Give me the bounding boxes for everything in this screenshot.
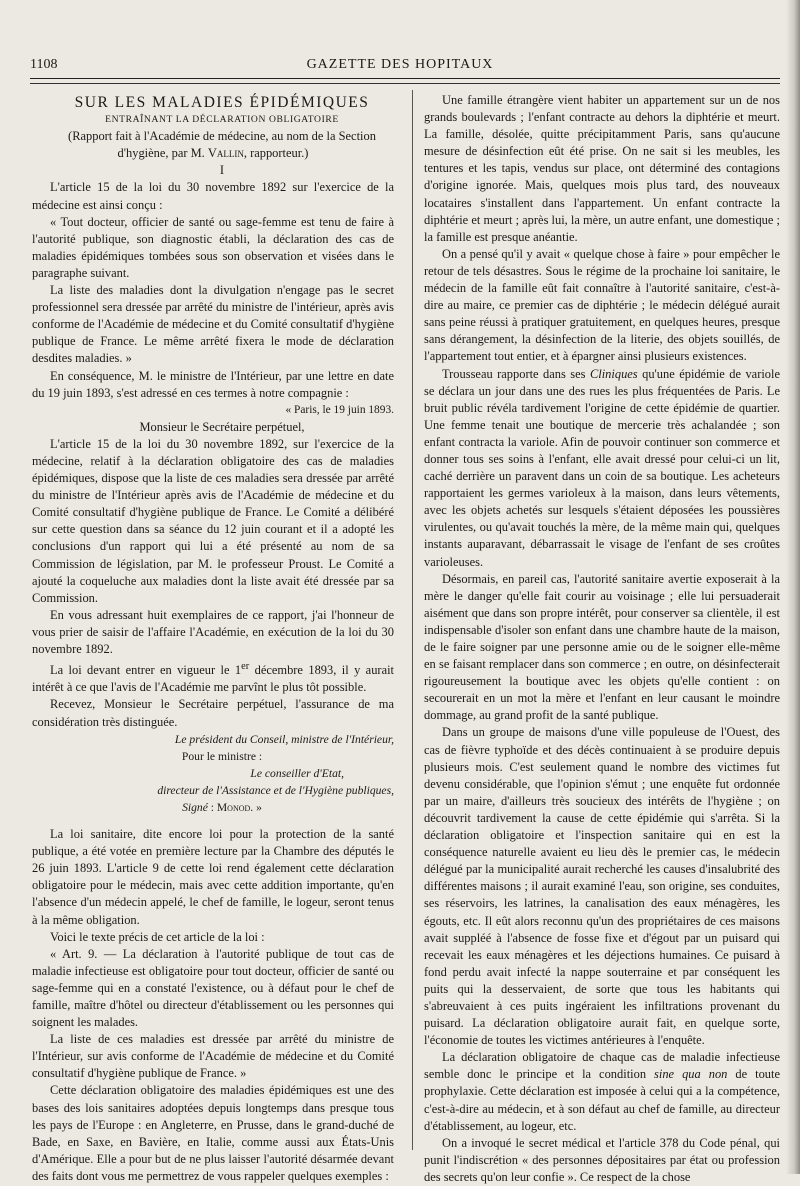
letter-salutation: Monsieur le Secrétaire perpétuel,	[139, 419, 305, 434]
signature-name: : Monod. »	[207, 800, 262, 814]
latin-phrase: sine qua non	[654, 1067, 728, 1082]
paragraph	[32, 658, 394, 696]
paragraph: En vous adressant huit exemplaires de ce rapport, j'ai l'honneur de vous prier de saisir de l'affaire l'Académie, en exécution de la loi du 30 novembre 1892.	[32, 607, 394, 656]
paragraph: La liste de ces maladies est dressée par arrêté du ministre de l'Intérieur, sur avis conforme de l'Académie de médecine et du Comité consultatif d'hygiène publique de France. »	[32, 1032, 394, 1081]
paragraph: « Art. 9. — La déclaration à l'autorité publique de tout cas de maladie infectieuse est obligatoire pour tout docteur, officier de santé ou sage-femme qui en a constaté l'existence, ou à défaut pour le chef de famille, maître d'hôtel ou directeur d'établissement ou les personnes qui soignent les malades.	[32, 946, 394, 1030]
signature-line: Le conseiller d'Etat,	[250, 766, 344, 780]
paragraph-text: décembre 1893, il y aurait intérêt à ce que l'avis de l'Académie me parvînt le plus tôt possible.	[32, 663, 394, 695]
signature-line: directeur de l'Assistance et de l'Hygiène publiques,	[157, 783, 394, 797]
section-number: I	[219, 163, 225, 178]
header-rule-thick	[30, 78, 780, 79]
header-rule-thin	[30, 83, 780, 84]
paragraph: Désormais, en pareil cas, l'autorité sanitaire avertie exposerait à la mère le danger qu'elle fait courir au voisinage ; elle lui persuaderait aisément que dans son propre intérêt, pour conserver sa clientèle, il est indispensable d'isoler son enfant dans une chambre haute de la maison, de le faire soigner par une personne amie ou de le soigner elle-même en se faisant remplacer dans son commerce ; en outre, on désinfecterait rigoureusement la boutique avec les objets qu'elle contient : on secourerait en un mot la mère et l'enfant en leur causant le moindre dommage, au grand profit de la santé publique.	[424, 571, 780, 723]
paragraph: On a pensé qu'il y avait « quelque chose à faire » pour empêcher le retour de tels désastres. Sous le régime de la prochaine loi sanitaire, le médecin de la famille eût fait connaître à l'autorité sanitaire, c'est-à-dire au maire, ce premier cas de diphtérie ; le médecin délégué aurait sans peine réussi à pratiquer gratuitement, en quelques heures, presque sans dérangement, la désinfection de la literie, des objets souillés, de l'appartement tout entier, et à épargner ainsi plusieurs existences.	[424, 246, 780, 364]
left-column	[32, 94, 394, 1185]
paragraph: Recevez, Monsieur le Secrétaire perpétuel, l'assurance de ma considération très distinguée.	[32, 697, 394, 729]
paragraph: Dans un groupe de maisons d'une ville populeuse de l'Ouest, des cas de fièvre typhoïde et des décès continuaient à se produire depuis plusieurs mois. C'est seulement quand le nombre des victimes fut devenu considérable, que l'opinion s'émut ; une enquête fut ordonnée par un maire, d'ailleurs très soucieux des intérêts de l'hygiène ; on découvrit tardivement la cause de cette épidémie qui s'arrêta. Si la déclaration obligatoire et l'inspection sanitaire qui en est la conséquence naturelle avaient eu lieu dès le premier cas, le médecin délégué par la municipalité aurait recherché les causes d'insalubrité des différentes maisons ; il aurait examiné l'eau, son origine, ses conduites, ses réservoirs, les latrines, la canalisation des eaux ménagères, les égouts, etc. Il eût alors reconnu qu'un des propriétaires de ces maisons avait suppléé à l'absence de fosse fixe et d'égout par un puisard qui recevait les eaux ménagères et les déjections humaines. Ce puisard à fond perdu avait infecté la nappe souterraine et par conséquent les puits qui la desservaient, de sorte que tous les habitants qui s'abreuvaient à ces puits ingéraient les infiltrations provenant du puisard. La déclaration obligatoire aurait fait, en quelque sorte, l'économie de toutes les victimes antérieures à l'enquête.	[424, 725, 780, 1048]
paragraph: On a invoqué le secret médical et l'article 378 du Code pénal, qui punit l'indiscrétion « des personnes dépositaires par état ou profession des secrets qu'on leur confie ». Ce respect de la chose	[424, 1135, 780, 1184]
superscript: er	[241, 661, 250, 673]
rapport-line-1: (Rapport fait à l'Académie de médecine, au nom de la Section	[68, 129, 376, 144]
signature-label: Signé	[182, 800, 208, 814]
page-header	[22, 57, 778, 77]
article-title: SUR LES MALADIES ÉPIDÉMIQUES	[74, 94, 370, 111]
paragraph-text: de toute prophylaxie. Cette déclaration est imposée à celui qui a la compétence, c'est-à-dire au médecin, et à son défaut au chef de famille, au directeur d'établissement, au logeur, etc.	[424, 1067, 780, 1133]
signature-line	[32, 799, 394, 816]
paragraph-text: La loi devant entrer en vigueur le 1	[50, 663, 242, 678]
article-subtitle: ENTRAÎNANT LA DÉCLARATION OBLIGATOIRE	[105, 114, 339, 126]
paragraph-text: La déclaration obligatoire de chaque cas de maladie infectieuse semble donc le principe et la condition	[424, 1050, 780, 1082]
letter-date: « Paris, le 19 juin 1893.	[285, 403, 394, 416]
column-divider	[412, 90, 413, 1150]
paragraph: L'article 15 de la loi du 30 novembre 1892 sur l'exercice de la médecine est ainsi conçu :	[32, 180, 394, 212]
paragraph	[424, 1049, 780, 1134]
paragraph: Voici le texte précis de cet article de la loi :	[50, 929, 265, 944]
paragraph: Une famille étrangère vient habiter un appartement sur un de nos grands boulevards ; l'enfant contracte au dehors la diphtérie et meurt. La famille, désolée, quitte précipitamment Paris, sans qu'aucune mesure de désinfection eût été prise. On ne sait si les meubles, les tentures et les tapis, vendus sur place, ont déterminé des contagions d'origine ignorée. Mais, quelques mois plus tard, des nouveaux locataires s'installent dans l'appartement. Un enfant contracte la diphtérie et meurt ; après lui, la mère, un autre enfant, une domestique ; la famille est presque anéantie.	[424, 93, 780, 244]
paragraph: En conséquence, M. le ministre de l'Intérieur, par une lettre en date du 19 juin 1893, s'est adressé en ces termes à notre compagnie :	[32, 368, 394, 400]
paragraph: La liste des maladies dont la divulgation n'engage pas le secret professionnel sera dressée par arrêté du ministre de l'intérieur, après avis conforme de l'Académie de médecine et du Comité consultatif d'hygiène publique de France. Le même arrêté fixera le mode de déclaration desdites maladies. »	[32, 283, 394, 366]
book-title: Cliniques	[589, 366, 638, 381]
paragraph-text: Trousseau rapporte dans ses	[442, 366, 590, 381]
rapport-line-2-pre: d'hygiène, par M.	[117, 146, 208, 161]
right-column	[424, 92, 780, 1186]
running-title: GAZETTE DES HOPITAUX	[306, 57, 494, 72]
rapport-author: Vallin	[207, 146, 244, 161]
paragraph-text: qu'une épidémie de variole se déclara un jour dans une des rues les plus fréquentées de Paris. Le bruit public révéla tardivement l'origine de cette épidémie de quartier. Une femme tenait une boutique de mercerie très achalandée ; son enfant contracta la variole. Afin de pouvoir continuer son commerce et donner tous ses soins à l'enfant, elle avait dressé pour celui-ci un lit, caché derrière un paravent dans un coin de sa boutique. Les acheteurs rapportaient les germes varioleux à la maison, dans leurs vêtements, avec les objets achetés sur lesquels s'étaient déposées les poussières virulentes, ou qu'avait touchés la mère, de la même main qui, quelques instants auparavant, débarrassait le visage de l'enfant de ses croûtes varioleuses.	[424, 366, 780, 569]
rapport-note	[32, 128, 394, 162]
paragraph	[424, 366, 780, 571]
signature-line: Le président du Conseil, ministre de l'Intérieur,	[174, 732, 394, 746]
paragraph: Cette déclaration obligatoire des maladies épidémiques est une des bases des lois sanitaires adoptées depuis longtemps dans presque tous les pays de l'Europe : en Angleterre, en Prusse, dans le grand-duché de Bade, en Saxe, en Bavière, en Italie, comme aussi aux États-Unis d'Amérique. Elle a pour but de ne plus laisser l'autorité désarmée devant des faits dont vous me permettrez de vous rappeler quelques exemples :	[32, 1083, 394, 1183]
paragraph: La loi sanitaire, dite encore loi pour la protection de la santé publique, a été votée en première lecture par la Chambre des députés le 26 juin 1893. L'article 9 de cette loi rend également cette déclaration obligatoire pour le médecin, mais avec cette addition importante, qu'en l'absence d'un médecin appelé, le chef de famille, le logeur, seront tenus à la même obligation.	[32, 827, 394, 927]
page-number: 1108	[30, 57, 58, 72]
signature-line: Pour le ministre :	[181, 749, 263, 763]
page-edge-shadow	[786, 0, 800, 1174]
paragraph: L'article 15 de la loi du 30 novembre 1892, sur l'exercice de la médecine, relatif à la déclaration obligatoire des cas de maladies épidémiques, dispose que la liste de ces maladies sera dressée par arrêté du ministre de l'Intérieur après avis de l'Académie de médecine et du Comité consultatif d'hygiène publique de France. Le Comité a délibéré sur cette question dans sa séance du 12 juin courant et il a adopté les conclusions d'un rapport qui lui a été présenté au nom de sa Commission de législation, par M. le professeur Proust. Le Comité a ajouté la coqueluche aux maladies dont la liste avait été dressée par sa Commission.	[32, 436, 394, 605]
paragraph: « Tout docteur, officier de santé ou sage-femme est tenu de faire à l'autorité publique, son diagnostic établi, la déclaration des cas de maladies épidémiques tombées sous son observation et visées dans le paragraphe suivant.	[32, 214, 394, 280]
rapport-line-2-post: , rapporteur.)	[243, 146, 309, 161]
